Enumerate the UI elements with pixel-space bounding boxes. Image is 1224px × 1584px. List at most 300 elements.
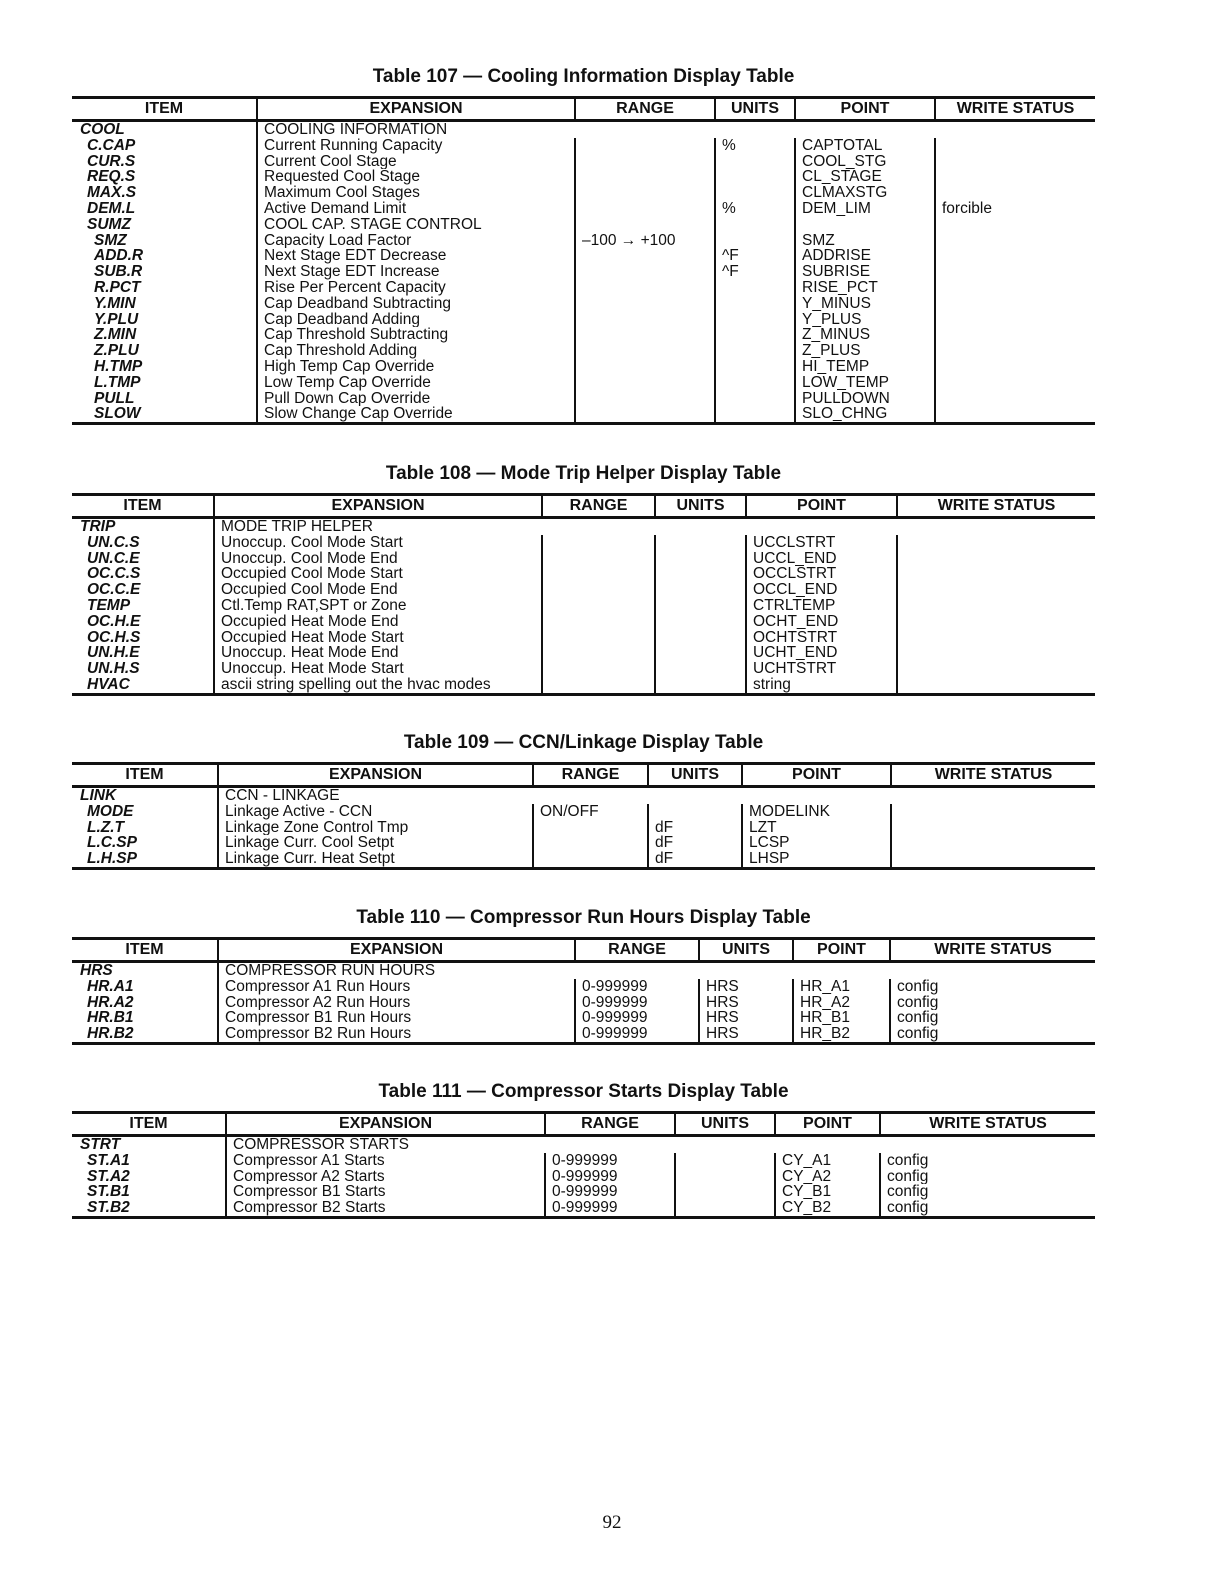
item-cell: OC.C.E <box>87 582 141 598</box>
item-cell: ADD.R <box>94 248 144 265</box>
item-cell: HR.A1 <box>87 978 134 995</box>
units-cell <box>655 518 746 535</box>
table-row <box>72 645 1095 661</box>
range-cell <box>575 296 715 312</box>
table-row <box>72 1153 1095 1169</box>
point-cell: Z_MINUS <box>795 327 935 343</box>
expansion-cell: Occupied Cool Mode End <box>214 582 542 598</box>
page-number: 92 <box>602 1512 622 1533</box>
range-cell: ON/OFF <box>533 804 648 820</box>
range-cell <box>542 518 655 535</box>
table-row <box>72 169 1095 185</box>
units-cell <box>715 391 795 407</box>
column-header: EXPANSION <box>257 98 575 121</box>
table-row <box>72 280 1095 296</box>
table-row <box>72 233 1095 249</box>
point-cell: CY_A2 <box>775 1169 880 1185</box>
point-cell: OCHTSTRT <box>746 630 897 646</box>
expansion-cell: Rise Per Percent Capacity <box>257 280 575 296</box>
write-status-cell <box>891 835 1095 851</box>
write-status-cell <box>897 645 1095 661</box>
table-row <box>72 582 1095 598</box>
range-cell: 0-999999 <box>545 1184 675 1200</box>
expansion-cell: Cap Deadband Subtracting <box>257 296 575 312</box>
expansion-cell: MODE TRIP HELPER <box>214 518 542 535</box>
column-header: UNITS <box>648 764 742 787</box>
write-status-cell <box>897 661 1095 677</box>
expansion-cell: Low Temp Cap Override <box>257 375 575 391</box>
expansion-cell: Maximum Cool Stages <box>257 185 575 201</box>
data-table <box>72 493 1095 696</box>
item-cell: SUB.R <box>94 264 143 280</box>
table-row <box>72 835 1095 851</box>
table-body <box>72 962 1095 1044</box>
write-status-cell <box>935 248 1095 264</box>
table-row <box>72 630 1095 646</box>
units-cell: HRS <box>699 1010 793 1026</box>
item-cell: Z.PLU <box>94 343 139 359</box>
table-110 <box>72 905 1095 1045</box>
point-cell: CLMAXSTG <box>795 185 935 201</box>
table-row <box>72 1136 1095 1153</box>
range-cell: 0-999999 <box>575 1010 699 1026</box>
units-cell <box>655 630 746 646</box>
write-status-cell <box>935 406 1095 423</box>
range-cell <box>575 962 699 979</box>
column-header: RANGE <box>542 495 655 518</box>
point-cell: RISE_PCT <box>795 280 935 296</box>
table-row <box>72 820 1095 836</box>
write-status-cell <box>897 566 1095 582</box>
expansion-cell: Cap Threshold Subtracting <box>257 327 575 343</box>
data-table <box>72 1111 1095 1219</box>
point-cell: LCSP <box>742 835 891 851</box>
column-header: EXPANSION <box>226 1113 545 1136</box>
write-status-cell <box>935 121 1095 138</box>
table-header <box>72 98 1095 121</box>
point-cell: LHSP <box>742 851 891 868</box>
units-cell: HRS <box>699 995 793 1011</box>
write-status-cell <box>880 1136 1095 1153</box>
table-row <box>72 406 1095 423</box>
units-cell: % <box>715 201 795 217</box>
table-header <box>72 1113 1095 1136</box>
write-status-cell: forcible <box>935 201 1095 217</box>
point-cell: CY_A1 <box>775 1153 880 1169</box>
expansion-cell: Compressor A2 Run Hours <box>218 995 575 1011</box>
range-cell <box>575 264 715 280</box>
point-cell: LZT <box>742 820 891 836</box>
range-cell <box>575 312 715 328</box>
column-header: ITEM <box>72 939 218 962</box>
units-cell <box>699 962 793 979</box>
range-cell <box>542 677 655 694</box>
expansion-cell: COMPRESSOR STARTS <box>226 1136 545 1153</box>
table-row <box>72 787 1095 804</box>
item-cell: UN.C.S <box>87 534 140 551</box>
units-cell <box>715 154 795 170</box>
point-cell <box>746 518 897 535</box>
write-status-cell <box>897 614 1095 630</box>
expansion-cell: Compressor A1 Starts <box>226 1153 545 1169</box>
units-cell: ^F <box>715 264 795 280</box>
units-cell <box>715 185 795 201</box>
expansion-cell: Cap Deadband Adding <box>257 312 575 328</box>
expansion-cell: Slow Change Cap Override <box>257 406 575 423</box>
item-cell: SLOW <box>72 406 257 423</box>
column-header: ITEM <box>72 495 214 518</box>
write-status-cell <box>935 280 1095 296</box>
units-cell <box>675 1169 775 1185</box>
point-cell: OCHT_END <box>746 614 897 630</box>
table-108 <box>72 461 1095 696</box>
item-cell: HR.B2 <box>72 1026 218 1043</box>
expansion-cell: Unoccup. Cool Mode Start <box>214 535 542 551</box>
units-cell <box>715 343 795 359</box>
expansion-cell: Cap Threshold Adding <box>257 343 575 359</box>
units-cell <box>675 1153 775 1169</box>
units-cell <box>655 535 746 551</box>
table-title: Table 108 — Mode Trip Helper Display Table <box>385 463 782 484</box>
point-cell: Y_PLUS <box>795 312 935 328</box>
column-header: POINT <box>775 1113 880 1136</box>
table-header <box>72 764 1095 787</box>
units-cell <box>655 582 746 598</box>
write-status-cell: config <box>890 979 1095 995</box>
units-cell: dF <box>648 851 742 868</box>
point-cell: SUBRISE <box>795 264 935 280</box>
table-row <box>72 1200 1095 1217</box>
item-cell: DEM.L <box>87 200 136 217</box>
item-cell: L.Z.T <box>87 819 125 836</box>
point-cell: MODELINK <box>742 804 891 820</box>
units-cell <box>648 804 742 820</box>
point-cell: ADDRISE <box>795 248 935 264</box>
column-header: EXPANSION <box>214 495 542 518</box>
item-cell: UN.H.E <box>87 645 140 662</box>
range-cell <box>533 820 648 836</box>
column-header: WRITE STATUS <box>891 764 1095 787</box>
column-header: RANGE <box>575 98 715 121</box>
units-cell <box>675 1184 775 1200</box>
range-cell <box>575 169 715 185</box>
data-table <box>72 937 1095 1045</box>
item-cell: LINK <box>80 787 117 804</box>
units-cell <box>715 296 795 312</box>
write-status-cell <box>935 312 1095 328</box>
range-cell <box>545 1136 675 1153</box>
units-cell <box>715 327 795 343</box>
write-status-cell <box>935 391 1095 407</box>
point-cell: HR_A1 <box>793 979 890 995</box>
table-title: Table 111 — Compressor Starts Display Table <box>378 1081 789 1102</box>
column-header: UNITS <box>715 98 795 121</box>
table-row <box>72 248 1095 264</box>
point-cell: SLO_CHNG <box>795 406 935 423</box>
item-cell: ST.A1 <box>87 1152 130 1169</box>
item-cell: COOL <box>80 121 125 138</box>
write-status-cell <box>935 138 1095 154</box>
write-status-cell <box>891 787 1095 804</box>
expansion-cell: High Temp Cap Override <box>257 359 575 375</box>
point-cell: HR_B1 <box>793 1010 890 1026</box>
range-cell <box>575 154 715 170</box>
column-header: RANGE <box>545 1113 675 1136</box>
point-cell: OCCL_END <box>746 582 897 598</box>
item-cell: OC.H.S <box>87 629 141 646</box>
point-cell: Z_PLUS <box>795 343 935 359</box>
item-cell: L.H.SP <box>72 851 218 868</box>
item-cell: ST.A2 <box>87 1168 130 1185</box>
write-status-cell <box>935 375 1095 391</box>
expansion-cell: COMPRESSOR RUN HOURS <box>218 962 575 979</box>
table-row <box>72 1169 1095 1185</box>
write-status-cell: config <box>880 1153 1095 1169</box>
range-cell <box>542 566 655 582</box>
expansion-cell: Pull Down Cap Override <box>257 391 575 407</box>
range-cell <box>575 359 715 375</box>
table-row <box>72 518 1095 535</box>
range-cell <box>542 582 655 598</box>
item-cell: C.CAP <box>87 137 136 154</box>
point-cell: DEM_LIM <box>795 201 935 217</box>
table-body <box>72 121 1095 424</box>
item-cell: Z.MIN <box>94 327 137 344</box>
range-cell: 0-999999 <box>575 995 699 1011</box>
table-row <box>72 598 1095 614</box>
expansion-cell: Occupied Heat Mode End <box>214 614 542 630</box>
table-row <box>72 375 1095 391</box>
expansion-cell: Unoccup. Cool Mode End <box>214 551 542 567</box>
column-header: EXPANSION <box>218 939 575 962</box>
column-header: RANGE <box>575 939 699 962</box>
table-row <box>72 566 1095 582</box>
write-status-cell <box>935 154 1095 170</box>
units-cell <box>715 359 795 375</box>
table-row <box>72 154 1095 170</box>
point-cell: UCHT_END <box>746 645 897 661</box>
units-cell: dF <box>648 820 742 836</box>
expansion-cell: COOLING INFORMATION <box>257 121 575 138</box>
expansion-cell: Requested Cool Stage <box>257 169 575 185</box>
item-cell: R.PCT <box>94 279 141 296</box>
range-cell <box>575 138 715 154</box>
table-row <box>72 661 1095 677</box>
point-cell: CY_B1 <box>775 1184 880 1200</box>
range-cell <box>533 851 648 868</box>
units-cell <box>715 217 795 233</box>
table-111 <box>72 1079 1095 1219</box>
units-cell <box>715 169 795 185</box>
units-cell <box>675 1200 775 1217</box>
write-status-cell: config <box>880 1169 1095 1185</box>
table-row <box>72 217 1095 233</box>
table-row <box>72 979 1095 995</box>
units-cell <box>655 677 746 694</box>
point-cell: HR_A2 <box>793 995 890 1011</box>
point-cell <box>795 217 935 233</box>
point-cell: CY_B2 <box>775 1200 880 1217</box>
point-cell: HI_TEMP <box>795 359 935 375</box>
expansion-cell: Linkage Zone Control Tmp <box>218 820 533 836</box>
expansion-cell: Next Stage EDT Decrease <box>257 248 575 264</box>
range-cell <box>575 185 715 201</box>
units-cell: % <box>715 138 795 154</box>
write-status-cell <box>890 962 1095 979</box>
table-row <box>72 962 1095 979</box>
write-status-cell: config <box>880 1184 1095 1200</box>
column-header: RANGE <box>533 764 648 787</box>
write-status-cell <box>935 343 1095 359</box>
range-cell <box>575 217 715 233</box>
item-cell: MODE <box>87 803 134 820</box>
data-table <box>72 762 1095 870</box>
point-cell: string <box>746 677 897 694</box>
item-cell: PULL <box>94 390 135 407</box>
write-status-cell <box>891 804 1095 820</box>
table-109 <box>72 730 1095 870</box>
units-cell <box>655 645 746 661</box>
write-status-cell: config <box>880 1200 1095 1217</box>
item-cell: MAX.S <box>87 185 137 201</box>
expansion-cell: Compressor B2 Run Hours <box>218 1026 575 1043</box>
units-cell <box>715 280 795 296</box>
item-cell: ST.B2 <box>72 1200 226 1217</box>
point-cell: OCCLSTRT <box>746 566 897 582</box>
column-header: WRITE STATUS <box>890 939 1095 962</box>
item-cell: UN.C.E <box>87 550 140 567</box>
item-cell: OC.C.S <box>87 566 141 583</box>
range-cell <box>575 248 715 264</box>
write-status-cell: config <box>890 995 1095 1011</box>
write-status-cell <box>891 851 1095 868</box>
write-status-cell <box>897 535 1095 551</box>
expansion-cell: Unoccup. Heat Mode Start <box>214 661 542 677</box>
range-cell <box>533 787 648 804</box>
expansion-cell: Occupied Heat Mode Start <box>214 630 542 646</box>
expansion-cell: CCN - LINKAGE <box>218 787 533 804</box>
expansion-cell: Compressor B2 Starts <box>226 1200 545 1217</box>
table-row <box>72 296 1095 312</box>
point-cell: UCHTSTRT <box>746 661 897 677</box>
units-cell <box>715 375 795 391</box>
units-cell <box>675 1136 775 1153</box>
table-row <box>72 995 1095 1011</box>
table-body <box>72 1136 1095 1218</box>
write-status-cell <box>935 185 1095 201</box>
table-row <box>72 551 1095 567</box>
point-cell: Y_MINUS <box>795 296 935 312</box>
write-status-cell <box>935 169 1095 185</box>
table-row <box>72 312 1095 328</box>
point-cell: CL_STAGE <box>795 169 935 185</box>
table-header <box>72 495 1095 518</box>
column-header: POINT <box>793 939 890 962</box>
write-status-cell <box>935 296 1095 312</box>
range-cell <box>575 375 715 391</box>
write-status-cell <box>935 264 1095 280</box>
item-cell: L.C.SP <box>87 835 137 852</box>
write-status-cell <box>897 582 1095 598</box>
range-cell <box>575 327 715 343</box>
expansion-cell: Compressor A1 Run Hours <box>218 979 575 995</box>
table-title: Table 109 — CCN/Linkage Display Table <box>403 732 764 753</box>
range-cell <box>575 391 715 407</box>
item-cell: Y.PLU <box>94 311 139 328</box>
expansion-cell: Compressor B1 Starts <box>226 1184 545 1200</box>
range-cell: 0-999999 <box>575 979 699 995</box>
column-header: POINT <box>742 764 891 787</box>
table-row <box>72 201 1095 217</box>
units-cell <box>655 614 746 630</box>
write-status-cell <box>935 359 1095 375</box>
table-row <box>72 359 1095 375</box>
expansion-cell: ascii string spelling out the hvac modes <box>214 677 542 694</box>
item-cell: ST.B1 <box>87 1184 130 1201</box>
units-cell <box>715 121 795 138</box>
range-cell <box>575 201 715 217</box>
expansion-cell: Linkage Curr. Heat Setpt <box>218 851 533 868</box>
column-header: EXPANSION <box>218 764 533 787</box>
table-row <box>72 391 1095 407</box>
column-header: UNITS <box>699 939 793 962</box>
table-107 <box>72 64 1095 425</box>
table-row <box>72 138 1095 154</box>
item-cell: TEMP <box>87 597 131 614</box>
item-cell: CUR.S <box>87 153 136 170</box>
data-table <box>72 96 1095 425</box>
units-cell <box>655 598 746 614</box>
write-status-cell <box>897 598 1095 614</box>
table-row <box>72 535 1095 551</box>
range-cell <box>575 343 715 359</box>
column-header: UNITS <box>675 1113 775 1136</box>
range-cell: 0-999999 <box>545 1169 675 1185</box>
write-status-cell <box>935 327 1095 343</box>
range-cell: 0-999999 <box>575 1026 699 1043</box>
range-cell <box>542 551 655 567</box>
column-header: WRITE STATUS <box>897 495 1095 518</box>
units-cell: ^F <box>715 248 795 264</box>
table-row <box>72 121 1095 138</box>
units-cell <box>655 661 746 677</box>
column-header: UNITS <box>655 495 746 518</box>
expansion-cell: Linkage Curr. Cool Setpt <box>218 835 533 851</box>
point-cell <box>795 121 935 138</box>
range-cell <box>575 406 715 423</box>
expansion-cell: Next Stage EDT Increase <box>257 264 575 280</box>
range-cell <box>542 630 655 646</box>
item-cell: HVAC <box>72 677 214 694</box>
point-cell: CAPTOTAL <box>795 138 935 154</box>
item-cell: OC.H.E <box>87 613 141 630</box>
point-cell: UCCLSTRT <box>746 535 897 551</box>
expansion-cell: COOL CAP. STAGE CONTROL <box>257 217 575 233</box>
units-cell: dF <box>648 835 742 851</box>
write-status-cell: config <box>890 1010 1095 1026</box>
units-cell <box>655 566 746 582</box>
write-status-cell: config <box>890 1026 1095 1043</box>
item-cell: HRS <box>80 962 113 979</box>
write-status-cell <box>935 233 1095 249</box>
column-header: WRITE STATUS <box>935 98 1095 121</box>
column-header: ITEM <box>72 98 257 121</box>
item-cell: H.TMP <box>94 358 143 375</box>
range-cell <box>533 835 648 851</box>
range-cell <box>542 614 655 630</box>
table-row <box>72 1010 1095 1026</box>
units-cell: HRS <box>699 979 793 995</box>
